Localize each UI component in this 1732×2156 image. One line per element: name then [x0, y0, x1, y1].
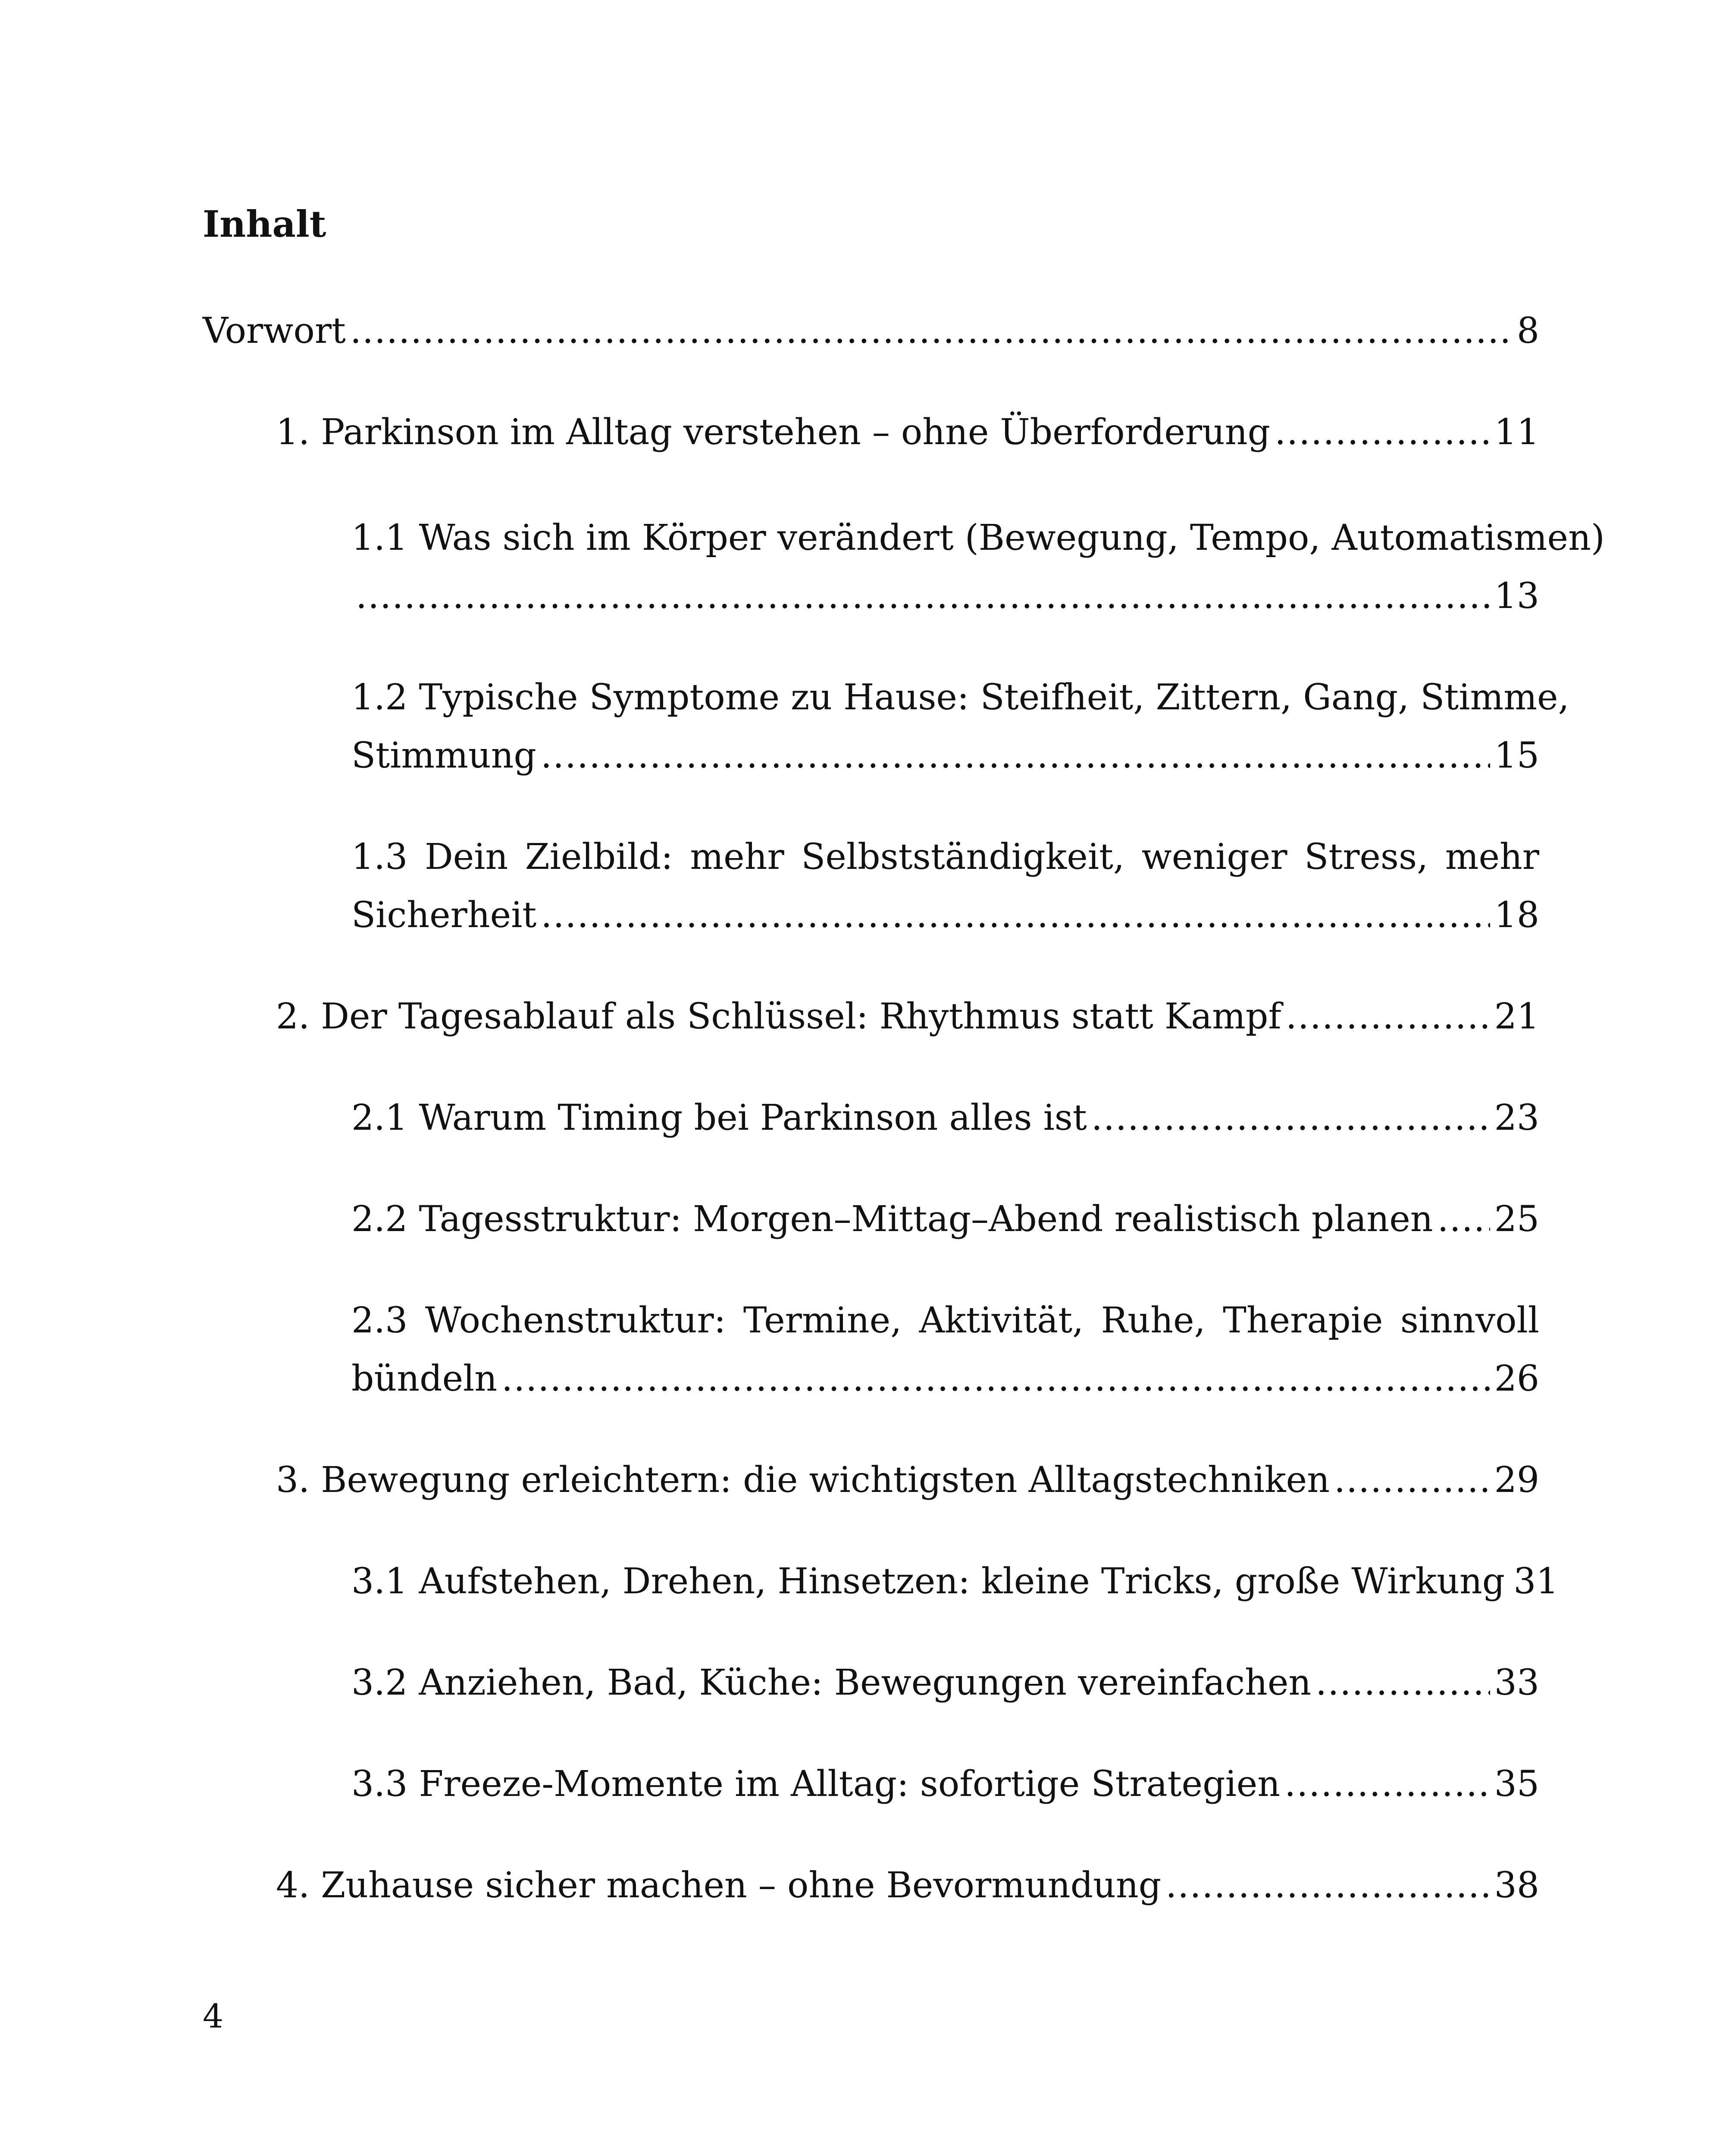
toc-entry-page: 33 [1494, 1662, 1539, 1703]
toc-entry-section-1-3[interactable] [351, 828, 1539, 944]
toc-entry-page: 21 [1494, 996, 1539, 1037]
toc-entry-page: 26 [1494, 1358, 1539, 1399]
toc-entry-page: 23 [1494, 1097, 1539, 1138]
toc-entry-chapter-1[interactable] [276, 403, 1539, 461]
toc-entry-title: 2.1 Warum Timing bei Parkinson alles ist [351, 1097, 1087, 1138]
toc-entry-page: 25 [1494, 1199, 1539, 1240]
toc-entry-page: 8 [1516, 310, 1539, 351]
toc-entry-section-3-2[interactable] [351, 1654, 1539, 1712]
toc-entry-title: 2. Der Tagesablauf als Schlüssel: Rhythmus statt Kampf [276, 996, 1281, 1037]
toc-entry-section-2-1[interactable] [351, 1089, 1539, 1147]
toc-entry-section-2-3[interactable] [351, 1291, 1539, 1408]
toc-entry-title: Vorwort [203, 310, 346, 351]
toc-entry-line2 [351, 727, 1539, 785]
toc-entry-title: 3.2 Anziehen, Bad, Küche: Bewegungen vereinfachen [351, 1662, 1312, 1703]
toc-leader-dots [541, 727, 1490, 785]
toc-entry-title-line1: 1.3 Dein Zielbild: mehr Selbstständigkeit, weniger Stress, mehr [351, 837, 1539, 877]
toc-entry-line2 [351, 1350, 1539, 1408]
toc-entry-page: 38 [1494, 1865, 1539, 1906]
toc-entry-section-2-2[interactable] [351, 1190, 1539, 1248]
toc-entry-chapter-2[interactable] [276, 987, 1539, 1046]
toc-heading: Inhalt [203, 203, 326, 245]
toc-entry-title: 3.1 Aufstehen, Drehen, Hinsetzen: kleine Tricks, große Wirkung [351, 1561, 1505, 1602]
toc-leader-dots [1165, 1856, 1490, 1915]
toc-entry-title-line1: 2.3 Wochenstruktur: Termine, Aktivität, Ruhe, Therapie sinnvoll [351, 1300, 1539, 1341]
toc-leader-dots [356, 567, 1490, 625]
toc-entry-page: 35 [1494, 1764, 1539, 1805]
toc-entry-page: 18 [1494, 895, 1539, 936]
toc-leader-dots [350, 302, 1513, 360]
toc-entry-title: 1. Parkinson im Alltag verstehen – ohne Überforderung [276, 412, 1271, 453]
toc-entry-page: 31 [1513, 1561, 1559, 1602]
toc-entry-section-3-3[interactable] [351, 1755, 1539, 1813]
toc-entry-title: 4. Zuhause sicher machen – ohne Bevormundung [276, 1865, 1162, 1906]
toc-leader-dots [541, 886, 1490, 944]
toc-entry-chapter-4[interactable] [276, 1856, 1539, 1915]
page-number: 4 [203, 1997, 224, 2035]
toc-leader-dots [1438, 1190, 1490, 1248]
toc-entry-vorwort[interactable] [203, 302, 1539, 360]
toc-entry-title: 3.3 Freeze-Momente im Alltag: sofortige Strategien [351, 1764, 1281, 1805]
toc-entry-line2 [351, 886, 1539, 944]
toc-entry-chapter-3[interactable] [276, 1451, 1539, 1509]
toc-entry-page: 29 [1494, 1460, 1539, 1501]
toc-leader-dots [1284, 1755, 1490, 1813]
toc-entry-title-line2: Sicherheit [351, 895, 537, 936]
toc-leader-dots [1315, 1654, 1490, 1712]
toc-leader-dots [1286, 987, 1490, 1046]
toc-entry-page: 13 [1494, 576, 1539, 617]
toc-leader-dots [1091, 1089, 1490, 1147]
toc-entry-section-1-1[interactable] [351, 509, 1605, 625]
toc-leader-dots [1334, 1451, 1490, 1509]
toc-entry-section-1-2[interactable] [351, 668, 1569, 785]
toc-entry-title: 2.2 Tagesstruktur: Morgen–Mittag–Abend realistisch planen [351, 1199, 1433, 1240]
toc-leader-dots [501, 1350, 1490, 1408]
toc-entry-title-line1: 1.1 Was sich im Körper verändert (Bewegung, Tempo, Automatismen) [351, 517, 1605, 558]
toc-entry-title-line2: bündeln [351, 1358, 498, 1399]
toc-entry-page: 11 [1494, 412, 1539, 453]
toc-entry-title: 3. Bewegung erleichtern: die wichtigsten Alltagstechniken [276, 1460, 1330, 1501]
toc-entry-section-3-1[interactable] [351, 1552, 1559, 1611]
toc-leader-dots [1275, 403, 1490, 461]
toc-entry-title-line1: 1.2 Typische Symptome zu Hause: Steifheit, Zittern, Gang, Stimme, [351, 677, 1569, 718]
toc-entry-line2 [351, 567, 1539, 625]
toc-entry-title-line2: Stimmung [351, 735, 536, 776]
toc-entry-page: 15 [1494, 735, 1539, 776]
